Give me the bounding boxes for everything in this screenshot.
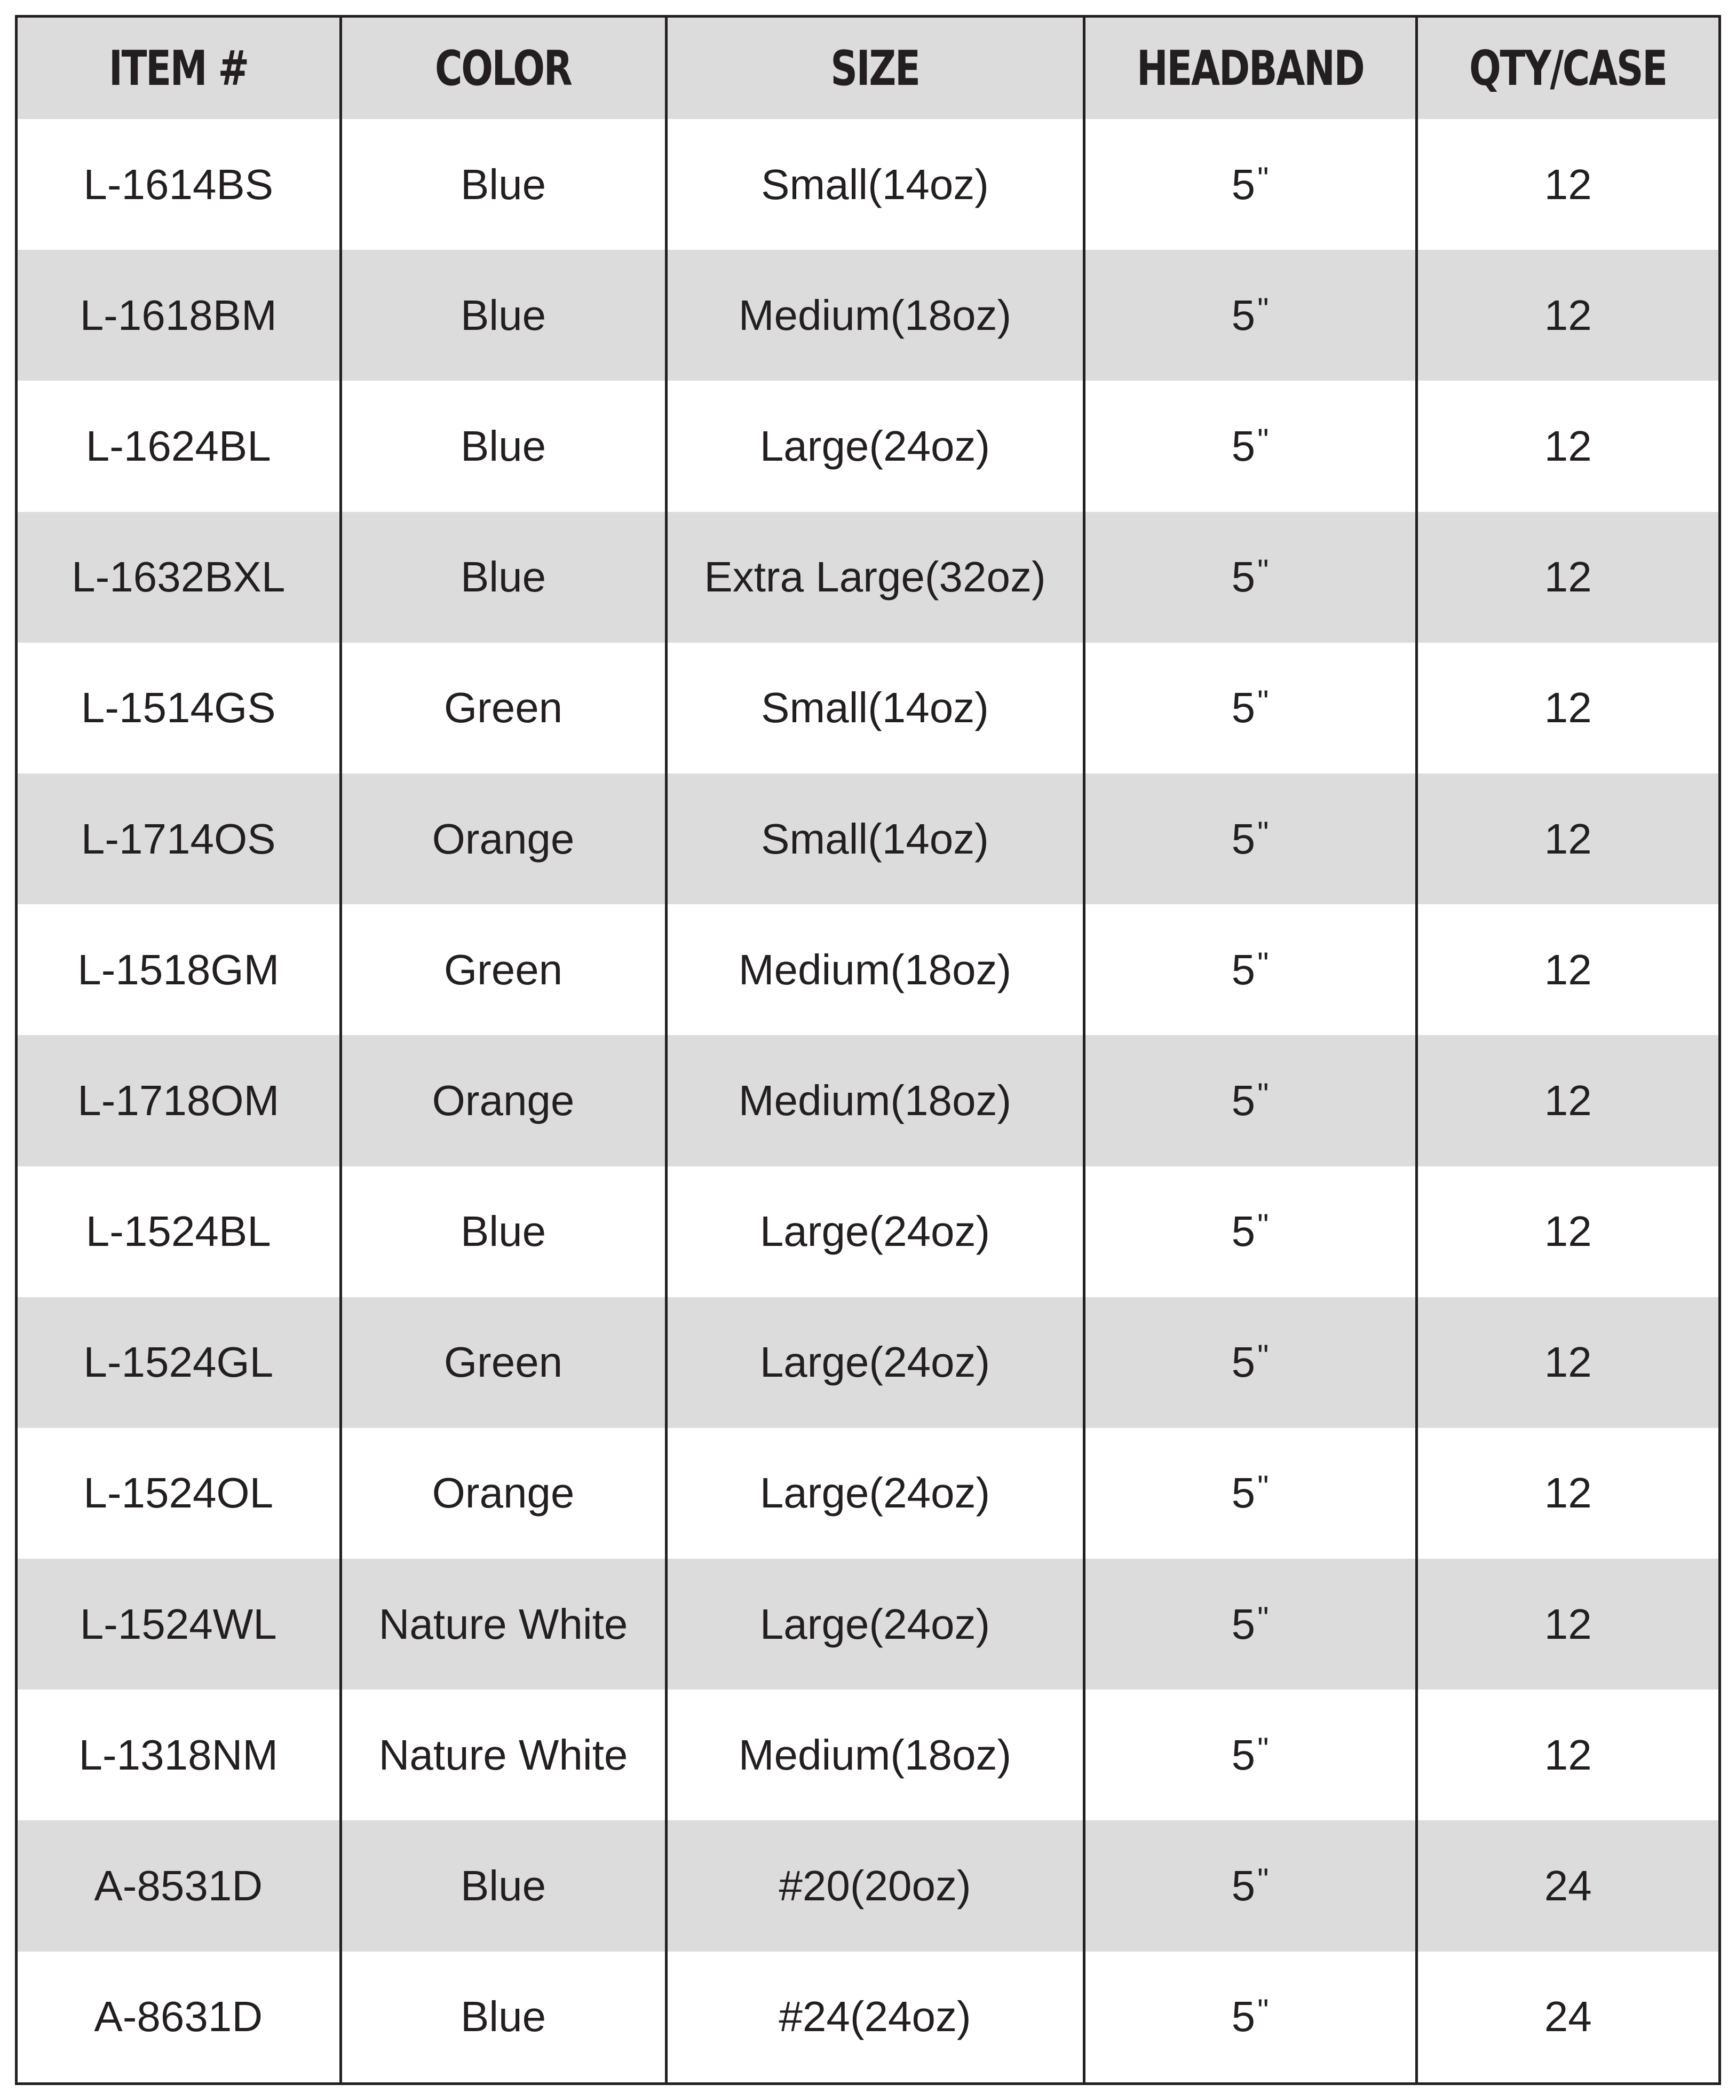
inch-mark: " [1257,160,1269,196]
inch-mark: " [1257,1862,1269,1898]
product-spec-table-frame [15,15,1721,2085]
cell-qty: 12 [1416,512,1718,643]
cell-size: Medium(18oz) [666,1035,1084,1166]
cell-headband: 5" [1084,1166,1416,1297]
cell-item: L-1524BL [18,1166,340,1297]
cell-color: Nature White [340,1559,666,1690]
inch-mark: " [1257,553,1269,589]
header-qty-case: QTY/CASE [1416,18,1718,119]
cell-headband: 5" [1084,1428,1416,1559]
cell-headband: 5" [1084,119,1416,250]
cell-color: Orange [340,1035,666,1166]
cell-qty: 12 [1416,904,1718,1035]
table-row [18,1166,1718,1297]
cell-color: Green [340,1297,666,1428]
cell-headband: 5" [1084,512,1416,643]
cell-color: Blue [340,1820,666,1951]
cell-qty: 12 [1416,773,1718,904]
table-row [18,1690,1718,1820]
cell-headband: 5" [1084,250,1416,381]
cell-item: L-1632BXL [18,512,340,643]
table-row [18,1297,1718,1428]
inch-mark: " [1257,1993,1269,2029]
inch-mark: " [1257,684,1269,720]
table-row [18,119,1718,250]
cell-size: Small(14oz) [666,773,1084,904]
cell-size: Extra Large(32oz) [666,512,1084,643]
inch-mark: " [1257,1731,1269,1767]
table-row [18,1559,1718,1690]
cell-item: L-1618BM [18,250,340,381]
table-row [18,1428,1718,1559]
cell-qty: 12 [1416,1297,1718,1428]
header-row [18,18,1718,119]
cell-size: Small(14oz) [666,643,1084,773]
header-headband: HEADBAND [1084,18,1416,119]
cell-color: Orange [340,1428,666,1559]
cell-size: Small(14oz) [666,119,1084,250]
inch-mark: " [1257,1600,1269,1636]
cell-headband: 5" [1084,1035,1416,1166]
cell-color: Nature White [340,1690,666,1820]
cell-headband: 5" [1084,1820,1416,1951]
cell-size: Medium(18oz) [666,904,1084,1035]
inch-mark: " [1257,291,1269,327]
table-row [18,381,1718,511]
cell-qty: 12 [1416,250,1718,381]
cell-item: A-8531D [18,1820,340,1951]
inch-mark: " [1257,945,1269,982]
cell-item: L-1514GS [18,643,340,773]
cell-headband: 5" [1084,773,1416,904]
cell-item: L-1524OL [18,1428,340,1559]
table-row [18,250,1718,381]
cell-qty: 12 [1416,1166,1718,1297]
cell-color: Orange [340,773,666,904]
cell-size: Large(24oz) [666,1166,1084,1297]
cell-item: A-8631D [18,1952,340,2082]
cell-qty: 12 [1416,643,1718,773]
inch-mark: " [1257,1076,1269,1112]
cell-qty: 24 [1416,1820,1718,1951]
cell-item: L-1614BS [18,119,340,250]
cell-item: L-1318NM [18,1690,340,1820]
cell-color: Blue [340,1166,666,1297]
cell-color: Blue [340,1952,666,2082]
cell-qty: 12 [1416,1035,1718,1166]
table-row [18,643,1718,773]
cell-headband: 5" [1084,643,1416,773]
cell-headband: 5" [1084,381,1416,511]
cell-color: Blue [340,250,666,381]
cell-item: L-1524GL [18,1297,340,1428]
cell-color: Blue [340,119,666,250]
cell-item: L-1518GM [18,904,340,1035]
header-size: SIZE [666,18,1084,119]
cell-color: Blue [340,512,666,643]
cell-size: #20(20oz) [666,1820,1084,1951]
inch-mark: " [1257,1469,1269,1505]
cell-color: Green [340,643,666,773]
cell-qty: 12 [1416,119,1718,250]
inch-mark: " [1257,422,1269,458]
cell-item: L-1718OM [18,1035,340,1166]
cell-qty: 12 [1416,1559,1718,1690]
cell-headband: 5" [1084,1559,1416,1690]
cell-size: Large(24oz) [666,381,1084,511]
cell-size: Large(24oz) [666,1559,1084,1690]
table-row [18,1820,1718,1951]
header-item: ITEM # [18,18,340,119]
cell-headband: 5" [1084,1690,1416,1820]
header-color: COLOR [340,18,666,119]
table-row [18,1952,1718,2082]
cell-size: #24(24oz) [666,1952,1084,2082]
cell-item: L-1524WL [18,1559,340,1690]
cell-item: L-1624BL [18,381,340,511]
table-row [18,904,1718,1035]
inch-mark: " [1257,1207,1269,1244]
cell-size: Large(24oz) [666,1297,1084,1428]
cell-qty: 24 [1416,1952,1718,2082]
cell-qty: 12 [1416,1428,1718,1559]
product-spec-table [18,18,1718,2082]
cell-size: Large(24oz) [666,1428,1084,1559]
cell-qty: 12 [1416,1690,1718,1820]
cell-qty: 12 [1416,381,1718,511]
cell-color: Blue [340,381,666,511]
table-row [18,1035,1718,1166]
cell-headband: 5" [1084,904,1416,1035]
cell-headband: 5" [1084,1952,1416,2082]
cell-headband: 5" [1084,1297,1416,1428]
cell-size: Medium(18oz) [666,250,1084,381]
table-row [18,512,1718,643]
cell-color: Green [340,904,666,1035]
inch-mark: " [1257,1338,1269,1375]
inch-mark: " [1257,815,1269,851]
cell-size: Medium(18oz) [666,1690,1084,1820]
table-row [18,773,1718,904]
cell-item: L-1714OS [18,773,340,904]
